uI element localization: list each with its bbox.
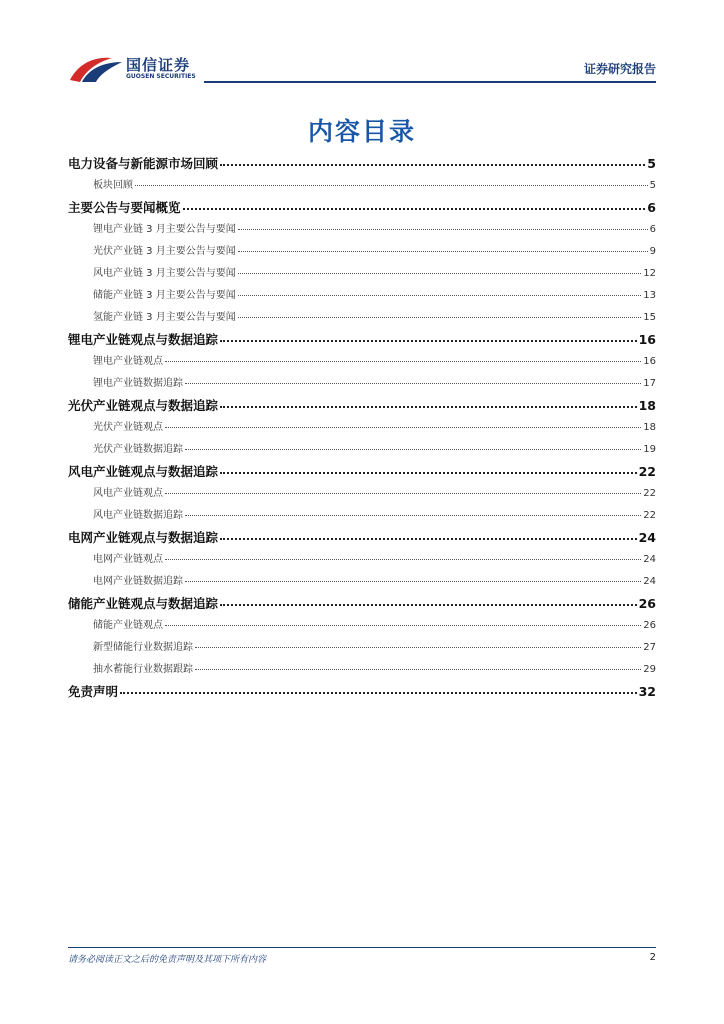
toc-entry-page: 27 xyxy=(643,642,656,653)
toc-subsection-entry[interactable] xyxy=(68,263,656,285)
header-divider xyxy=(204,81,656,83)
toc-entry-label: 锂电产业链观点 xyxy=(93,356,163,367)
toc-entry-label: 电网产业链数据追踪 xyxy=(93,576,183,587)
toc-dot-leader xyxy=(238,221,648,230)
footer-divider xyxy=(68,947,656,948)
toc-section-entry[interactable] xyxy=(68,461,656,483)
toc-section-entry[interactable] xyxy=(68,593,656,615)
toc-entry-page: 15 xyxy=(643,312,656,323)
toc-entry-label: 主要公告与要闻概览 xyxy=(68,200,181,215)
toc-dot-leader xyxy=(185,507,641,516)
toc-section-entry[interactable] xyxy=(68,395,656,417)
toc-dot-leader xyxy=(165,551,641,560)
toc-entry-page: 26 xyxy=(643,620,656,631)
toc-entry-label: 储能产业链 3 月主要公告与要闻 xyxy=(93,290,236,301)
toc-dot-leader xyxy=(220,464,637,474)
toc-entry-page: 32 xyxy=(638,684,656,699)
toc-subsection-entry[interactable] xyxy=(68,571,656,593)
toc-subsection-entry[interactable] xyxy=(68,615,656,637)
toc-entry-label: 锂电产业链 3 月主要公告与要闻 xyxy=(93,224,236,235)
toc-entry-label: 电力设备与新能源市场回顾 xyxy=(68,156,219,171)
toc-subsection-entry[interactable] xyxy=(68,483,656,505)
toc-dot-leader xyxy=(238,287,642,296)
toc-entry-label: 锂电产业链数据追踪 xyxy=(93,378,183,389)
disclaimer-note: 请务必阅读正文之后的免责声明及其项下所有内容 xyxy=(68,955,267,965)
toc-entry-label: 电网产业链观点与数据追踪 xyxy=(68,530,219,545)
toc-entry-page: 24 xyxy=(643,554,656,565)
toc-subsection-entry[interactable] xyxy=(68,505,656,527)
toc-entry-page: 6 xyxy=(649,224,656,235)
toc-entry-label: 光伏产业链观点 xyxy=(93,422,163,433)
toc-subsection-entry[interactable] xyxy=(68,307,656,329)
toc-entry-page: 29 xyxy=(643,664,656,675)
toc-dot-leader xyxy=(165,419,641,428)
toc-dot-leader xyxy=(220,596,637,606)
toc-subsection-entry[interactable] xyxy=(68,549,656,571)
toc-title: 内容目录 xyxy=(307,117,416,146)
toc-section-entry[interactable] xyxy=(68,197,656,219)
toc-entry-label: 新型储能行业数据追踪 xyxy=(93,642,193,653)
toc-dot-leader xyxy=(238,243,648,252)
toc-dot-leader xyxy=(195,661,641,670)
page-header xyxy=(68,50,656,86)
toc-dot-leader xyxy=(220,332,637,342)
toc-entry-label: 氢能产业链 3 月主要公告与要闻 xyxy=(93,312,236,323)
toc-entry-label: 免责声明 xyxy=(68,684,119,699)
toc-entry-page: 13 xyxy=(643,290,656,301)
toc-subsection-entry[interactable] xyxy=(68,439,656,461)
toc-dot-leader xyxy=(135,177,648,186)
toc-entry-label: 光伏产业链 3 月主要公告与要闻 xyxy=(93,246,236,257)
toc-dot-leader xyxy=(185,573,641,582)
toc-entry-label: 储能产业链观点与数据追踪 xyxy=(68,596,219,611)
toc-dot-leader xyxy=(165,485,641,494)
toc-dot-leader xyxy=(238,309,642,318)
report-type-label: 证券研究报告 xyxy=(583,62,656,76)
toc-entry-page: 12 xyxy=(643,268,656,279)
toc-section-entry[interactable] xyxy=(68,527,656,549)
toc-entry-label: 光伏产业链数据追踪 xyxy=(93,444,183,455)
toc-entry-label: 风电产业链数据追踪 xyxy=(93,510,183,521)
toc-entry-label: 储能产业链观点 xyxy=(93,620,163,631)
toc-section-entry[interactable] xyxy=(68,153,656,175)
toc-entry-label: 风电产业链 3 月主要公告与要闻 xyxy=(93,268,236,279)
toc-entry-page: 6 xyxy=(647,200,656,215)
toc-entry-label: 电网产业链观点 xyxy=(93,554,163,565)
toc-subsection-entry[interactable] xyxy=(68,219,656,241)
toc-entry-label: 风电产业链观点 xyxy=(93,488,163,499)
logo-chinese-name: 国信证券 xyxy=(126,56,191,74)
toc-entry-page: 16 xyxy=(643,356,656,367)
toc-entry-page: 22 xyxy=(638,464,656,479)
toc-subsection-entry[interactable] xyxy=(68,373,656,395)
toc-entry-page: 22 xyxy=(643,488,656,499)
toc-dot-leader xyxy=(220,398,637,408)
toc-entry-page: 17 xyxy=(643,378,656,389)
toc-entry-page: 19 xyxy=(643,444,656,455)
toc-subsection-entry[interactable] xyxy=(68,285,656,307)
toc-dot-leader xyxy=(195,639,641,648)
toc-dot-leader xyxy=(183,200,646,210)
toc-entry-page: 5 xyxy=(649,180,656,191)
toc-entry-label: 抽水蓄能行业数据跟踪 xyxy=(93,664,193,675)
toc-entry-page: 24 xyxy=(643,576,656,587)
toc-section-entry[interactable] xyxy=(68,329,656,351)
toc-entry-page: 9 xyxy=(649,246,656,257)
logo-english-name: GUOSEN SECURITIES xyxy=(126,73,196,80)
toc-subsection-entry[interactable] xyxy=(68,241,656,263)
toc-entry-page: 26 xyxy=(638,596,656,611)
toc-dot-leader xyxy=(220,530,637,540)
toc-entry-page: 16 xyxy=(638,332,656,347)
toc-entry-page: 22 xyxy=(643,510,656,521)
toc-entry-page: 24 xyxy=(638,530,656,545)
toc-dot-leader xyxy=(165,617,641,626)
toc-subsection-entry[interactable] xyxy=(68,659,656,681)
toc-entry-page: 5 xyxy=(647,156,656,171)
toc-subsection-entry[interactable] xyxy=(68,417,656,439)
toc-dot-leader xyxy=(220,156,645,166)
toc-subsection-entry[interactable] xyxy=(68,175,656,197)
page-number: 2 xyxy=(649,952,656,963)
toc-dot-leader xyxy=(120,684,637,694)
toc-subsection-entry[interactable] xyxy=(68,637,656,659)
guosen-logo xyxy=(68,52,208,84)
table-of-contents xyxy=(68,153,656,703)
toc-entry-label: 锂电产业链观点与数据追踪 xyxy=(68,332,219,347)
guosen-logo-icon xyxy=(68,54,124,84)
toc-section-entry[interactable] xyxy=(68,681,656,703)
toc-dot-leader xyxy=(238,265,642,274)
toc-entry-label: 板块回顾 xyxy=(93,180,133,191)
toc-entry-label: 光伏产业链观点与数据追踪 xyxy=(68,398,219,413)
toc-entry-page: 18 xyxy=(643,422,656,433)
toc-subsection-entry[interactable] xyxy=(68,351,656,373)
toc-entry-label: 风电产业链观点与数据追踪 xyxy=(68,464,219,479)
toc-dot-leader xyxy=(165,353,641,362)
toc-dot-leader xyxy=(185,375,641,384)
toc-entry-page: 18 xyxy=(638,398,656,413)
toc-dot-leader xyxy=(185,441,641,450)
